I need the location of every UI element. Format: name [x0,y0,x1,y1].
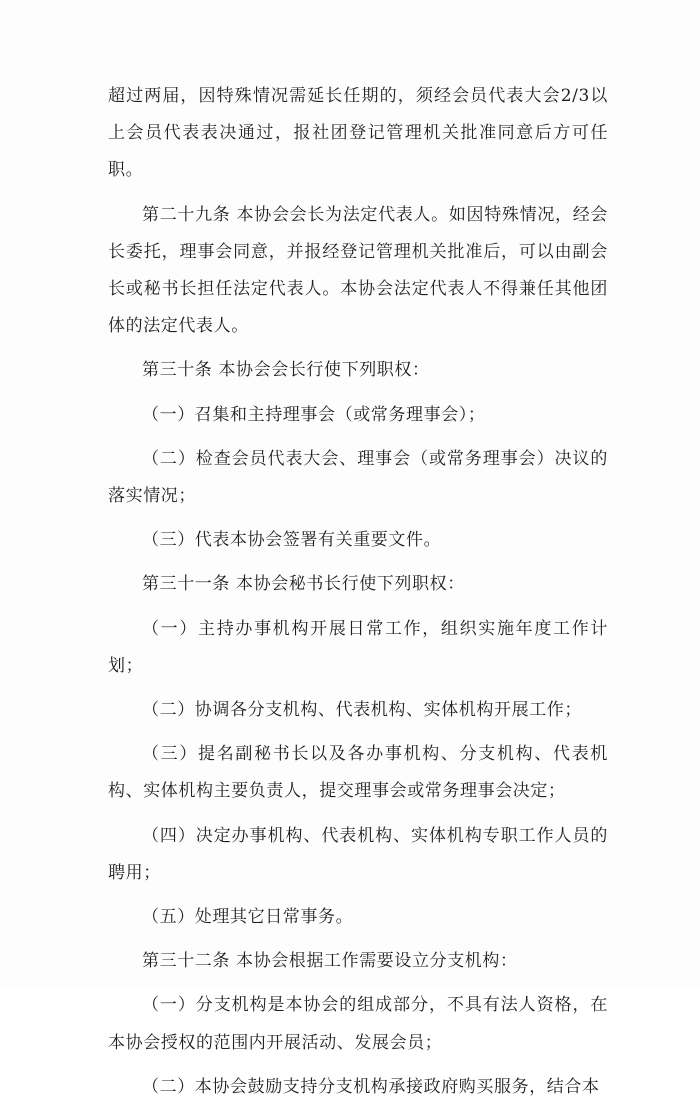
article-32-item-2: （二）本协会鼓励支持分支机构承接政府购买服务，结合本 [142,1076,600,1097]
paragraph-continuation: 超过两届，因特殊情况需延长任期的，须经会员代表大会2/3以上会员代表表决通过，报社团登记管理机关批准同意后方可任职。 [108,86,608,181]
document-body [108,78,608,1106]
article-31-item-3: （三）提名副秘书长以及各办事机构、分支机构、代表机构、实体机构主要负责人，提交理事会或常务理事会决定； [108,744,608,802]
article-31-item-1: （一）主持办事机构开展日常工作，组织实施年度工作计划； [108,618,608,676]
article-31-item-2: （二）协调各分支机构、代表机构、实体机构开展工作； [142,700,582,721]
article-30-item-2: （二）检查会员代表大会、理事会（或常务理事会）决议的落实情况； [108,448,608,507]
article-31-item-5: （五）处理其它日常事务。 [142,907,354,928]
article-32-heading: 第三十二条 本协会根据工作需要设立分支机构： [142,951,518,972]
article-30-heading: 第三十条 本协会会长行使下列职权： [142,360,430,381]
article-30-item-3: （三）代表本协会签署有关重要文件。 [142,530,442,551]
article-31-item-4: （四）决定办事机构、代表机构、实体机构专职工作人员的聘用； [108,825,608,883]
article-29: 第二十九条 本协会会长为法定代表人。如因特殊情况，经会长委托，理事会同意，并报经登记管理机关批准后，可以由副会长或秘书长担任法定代表人。本协会法定代表人不得兼任其他团体的法定代表人。 [108,204,608,337]
article-30-item-1: （一）召集和主持理事会（或常务理事会）； [142,404,486,425]
article-31-heading: 第三十一条 本协会秘书长行使下列职权： [142,574,465,595]
article-32-item-1: （一）分支机构是本协会的组成部分，不具有法人资格，在本协会授权的范围内开展活动、发展会员； [108,995,608,1053]
